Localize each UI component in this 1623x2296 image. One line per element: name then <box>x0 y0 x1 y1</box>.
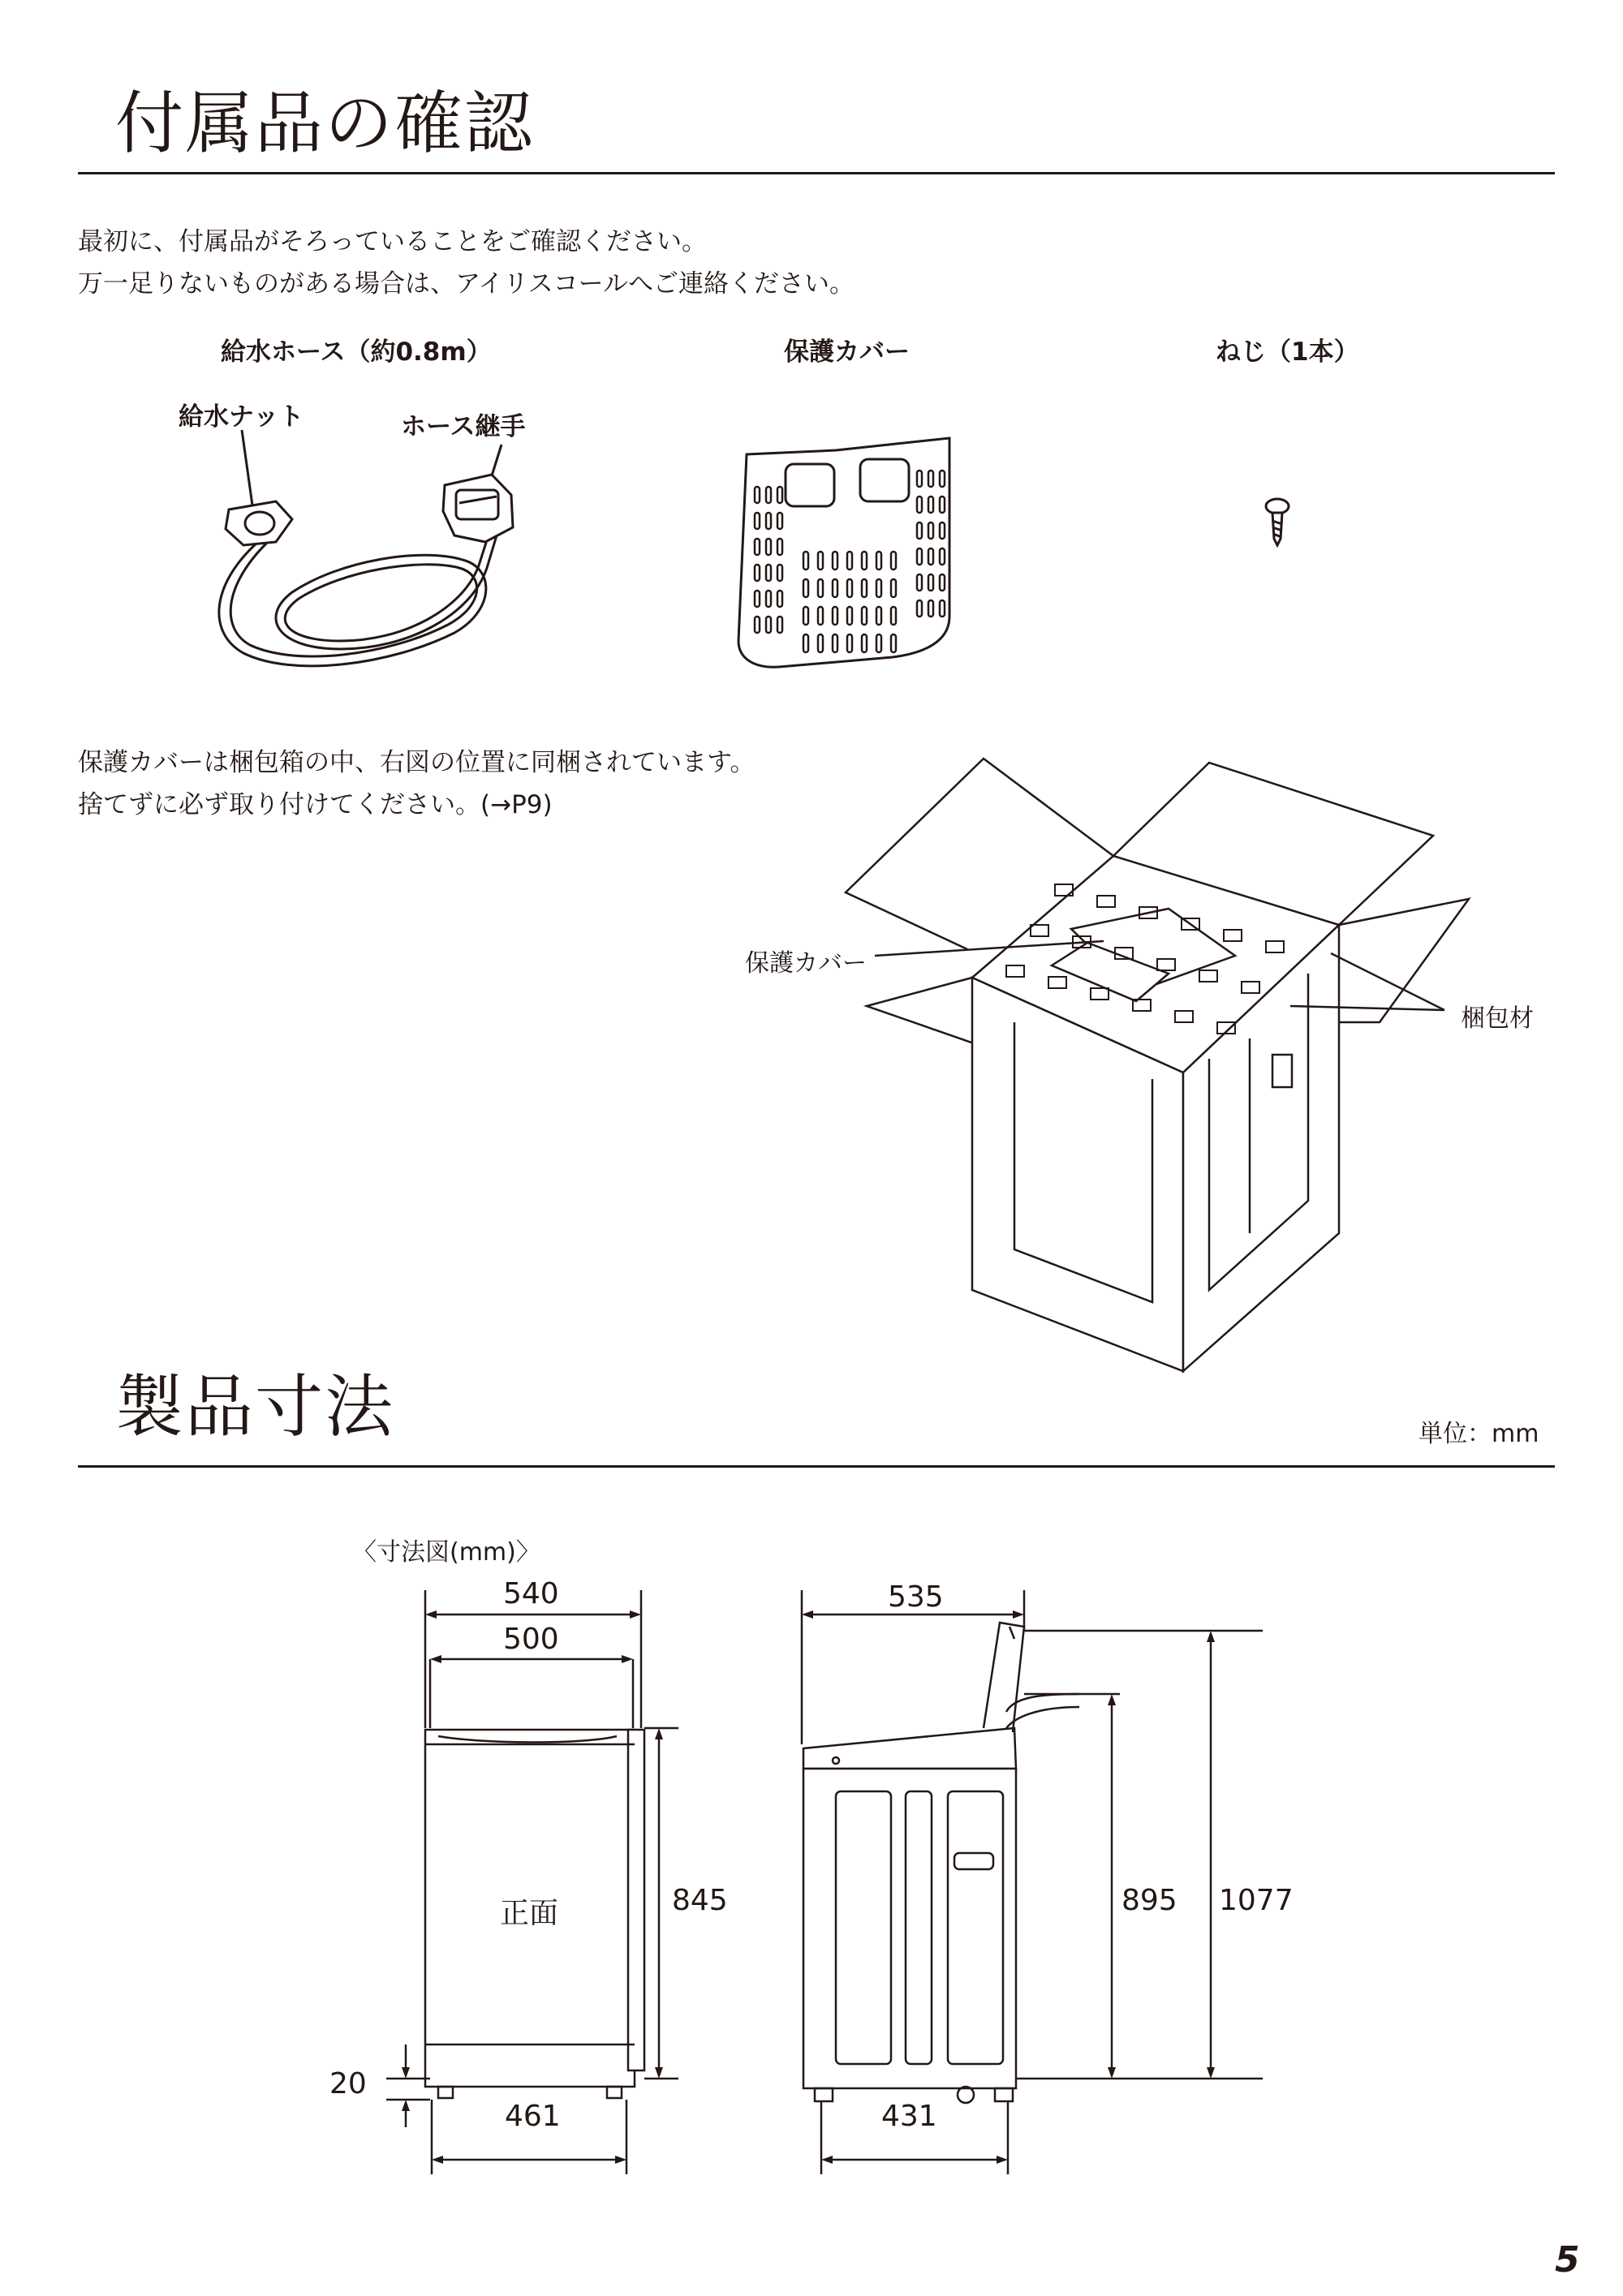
hose-title: 給水ホース（約0.8m） <box>221 338 492 367</box>
front-foot-height: 20 <box>329 2067 367 2100</box>
page-number: 5 <box>1555 2239 1580 2281</box>
box-label-cover: 保護カバー <box>745 949 867 978</box>
box-label-packing: 梱包材 <box>1461 1004 1534 1033</box>
screw-title: ねじ（1本） <box>1216 338 1359 367</box>
side-height-lid-open: 1077 <box>1219 1884 1294 1917</box>
front-height: 845 <box>672 1884 728 1917</box>
hose-joint-label: ホース継手 <box>401 412 526 441</box>
front-width-outer: 540 <box>503 1577 559 1610</box>
side-height-body: 895 <box>1121 1884 1177 1917</box>
side-foot-depth: 431 <box>881 2100 937 2133</box>
dimension-caption: 〈寸法図(mm)〉 <box>352 1538 540 1567</box>
section-title-accessories: 付属品の確認 <box>115 84 535 163</box>
intro-line-2: 万一足りないものがある場合は、アイリスコールへご連絡ください。 <box>78 269 855 299</box>
side-depth: 535 <box>888 1580 944 1614</box>
intro-line-1: 最初に、付属品がそろっていることをご確認ください。 <box>78 227 707 256</box>
section-title-dimensions: 製品寸法 <box>115 1367 395 1447</box>
front-view-label: 正面 <box>500 1897 559 1930</box>
cover-title: 保護カバー <box>784 338 910 367</box>
packing-note-line-1: 保護カバーは梱包箱の中、右図の位置に同梱されています。 <box>78 748 756 777</box>
packing-note-line-2: 捨てずに必ず取り付けてください。(→P9) <box>78 790 553 819</box>
hose-nut-label: 給水ナット <box>179 402 304 432</box>
front-foot-width: 461 <box>505 2100 561 2133</box>
front-width-inner: 500 <box>503 1623 559 1656</box>
unit-label: 単位：mm <box>1419 1420 1539 1448</box>
